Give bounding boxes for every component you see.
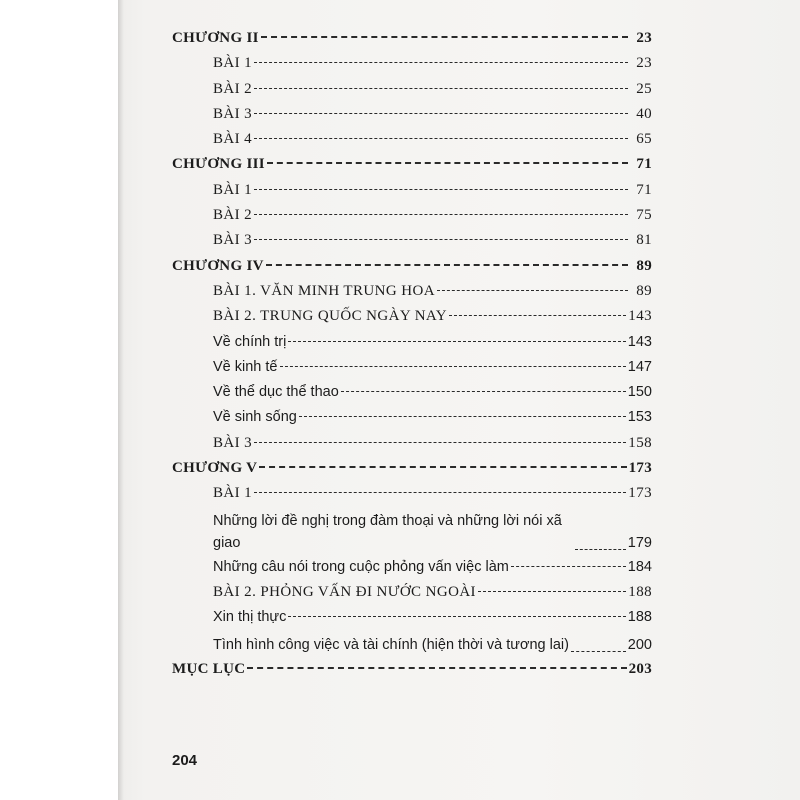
toc-entry-label: BÀI 3 bbox=[213, 232, 253, 249]
toc-entry-page: 173 bbox=[628, 460, 652, 477]
toc-entry bbox=[172, 481, 652, 506]
toc-entry-page: 173 bbox=[628, 485, 652, 502]
toc-entry-label: BÀI 4 bbox=[213, 131, 253, 148]
toc-entry-label: BÀI 2. PHỎNG VẤN ĐI NƯỚC NGOÀI bbox=[213, 583, 476, 600]
toc-entry-page: 40 bbox=[636, 105, 652, 122]
toc-entry-label: Những lời đề nghị trong đàm thoại và những lời nói xã giao bbox=[213, 512, 562, 551]
dot-leader bbox=[267, 162, 628, 164]
toc-entry bbox=[172, 304, 652, 329]
toc-entry-page: 23 bbox=[636, 30, 652, 46]
table-of-contents bbox=[172, 26, 652, 682]
dot-leader bbox=[288, 616, 625, 617]
toc-entry bbox=[172, 657, 652, 682]
dot-leader bbox=[288, 341, 625, 342]
dot-leader bbox=[254, 492, 626, 493]
toc-entry-label: CHƯƠNG II bbox=[172, 30, 259, 46]
dot-leader bbox=[254, 88, 628, 89]
toc-entry-label: BÀI 1. VĂN MINH TRUNG HOA bbox=[213, 282, 435, 299]
dot-leader bbox=[478, 591, 626, 592]
toc-entry bbox=[172, 127, 652, 152]
toc-entry-page: 203 bbox=[628, 660, 652, 677]
dot-leader bbox=[254, 189, 628, 190]
toc-entry-label: Về sinh sống bbox=[213, 409, 297, 426]
page-number: 204 bbox=[172, 752, 198, 769]
toc-entry-page: 25 bbox=[636, 80, 652, 97]
toc-entry-label: Xin thị thực bbox=[213, 609, 287, 626]
toc-entry bbox=[172, 51, 652, 76]
toc-entry-page: 153 bbox=[627, 409, 652, 426]
toc-entry-page: 158 bbox=[628, 434, 652, 451]
toc-entry bbox=[172, 178, 652, 203]
dot-leader bbox=[437, 290, 628, 291]
toc-entry-label: CHƯƠNG III bbox=[172, 156, 265, 173]
dot-leader bbox=[511, 566, 626, 567]
toc-entry-label: Về thể dục thể thao bbox=[213, 384, 339, 401]
toc-entry-page: 179 bbox=[627, 534, 652, 551]
toc-entry bbox=[172, 102, 652, 127]
toc-entry bbox=[172, 330, 652, 355]
toc-entry bbox=[172, 380, 652, 405]
dot-leader bbox=[266, 264, 628, 266]
dot-leader bbox=[254, 239, 628, 240]
toc-entry bbox=[172, 456, 652, 481]
toc-entry bbox=[172, 405, 652, 430]
dot-leader bbox=[575, 549, 626, 550]
toc-entry-page: 143 bbox=[627, 333, 652, 350]
toc-entry-label: BÀI 2 bbox=[213, 80, 253, 97]
toc-entry bbox=[172, 631, 652, 657]
toc-entry-page: 75 bbox=[636, 207, 652, 224]
toc-entry-label: BÀI 2 bbox=[213, 207, 253, 224]
toc-entry-page: 81 bbox=[636, 232, 652, 249]
dot-leader bbox=[254, 62, 628, 63]
toc-entry-page: 65 bbox=[636, 131, 652, 148]
toc-entry-label: Những câu nói trong cuộc phỏng vấn việc làm bbox=[213, 558, 509, 575]
toc-entry bbox=[172, 605, 652, 630]
toc-entry-label: CHƯƠNG IV bbox=[172, 257, 264, 274]
toc-entry-page: 150 bbox=[627, 384, 652, 401]
dot-leader bbox=[571, 651, 626, 652]
toc-entry bbox=[172, 580, 652, 605]
toc-entry-page: 89 bbox=[636, 257, 652, 274]
dot-leader bbox=[254, 442, 626, 443]
dot-leader bbox=[341, 391, 626, 392]
dot-leader bbox=[259, 466, 626, 468]
toc-entry-page: 188 bbox=[627, 609, 652, 626]
toc-entry bbox=[172, 355, 652, 380]
toc-entry-label: BÀI 2. TRUNG QUỐC NGÀY NAY bbox=[213, 308, 448, 325]
toc-entry-page: 143 bbox=[628, 308, 652, 325]
toc-entry-label: BÀI 1 bbox=[213, 181, 253, 198]
toc-entry-label: Về kinh tế bbox=[213, 358, 278, 375]
toc-entry bbox=[172, 431, 652, 456]
toc-entry bbox=[172, 555, 652, 580]
toc-entry bbox=[172, 279, 652, 304]
toc-entry bbox=[172, 507, 652, 555]
toc-entry-page: 184 bbox=[627, 558, 652, 575]
toc-entry-label: BÀI 1 bbox=[213, 485, 253, 502]
page-gutter-shadow bbox=[118, 0, 124, 800]
dot-leader bbox=[261, 36, 628, 38]
toc-entry-label: BÀI 1 bbox=[213, 55, 253, 72]
toc-entry-page: 23 bbox=[636, 55, 652, 72]
dot-leader bbox=[254, 214, 628, 215]
dot-leader bbox=[280, 366, 626, 367]
dot-leader bbox=[299, 416, 626, 417]
toc-entry-label: Về chính trị bbox=[213, 333, 287, 350]
toc-entry-page: 188 bbox=[628, 583, 652, 600]
toc-entry-page: 200 bbox=[627, 636, 652, 653]
toc-entry bbox=[172, 152, 652, 177]
toc-entry bbox=[172, 203, 652, 228]
toc-entry-label: MỤC LỤC bbox=[172, 660, 246, 677]
toc-entry bbox=[172, 26, 652, 51]
toc-entry bbox=[172, 228, 652, 253]
dot-leader bbox=[254, 113, 628, 114]
toc-entry-label: BÀI 3 bbox=[213, 105, 253, 122]
toc-entry-page: 89 bbox=[636, 282, 652, 299]
toc-entry-page: 71 bbox=[636, 181, 652, 198]
toc-entry-label: BÀI 3 bbox=[213, 434, 253, 451]
toc-entry bbox=[172, 77, 652, 102]
toc-entry bbox=[172, 254, 652, 279]
dot-leader bbox=[247, 667, 626, 669]
dot-leader bbox=[449, 315, 626, 316]
toc-entry-label: Tình hình công việc và tài chính (hiện thời và tương lai) bbox=[213, 636, 569, 653]
toc-entry-page: 147 bbox=[627, 358, 652, 375]
dot-leader bbox=[254, 138, 628, 139]
toc-entry-page: 71 bbox=[636, 156, 652, 173]
toc-entry-label: CHƯƠNG V bbox=[172, 460, 258, 477]
